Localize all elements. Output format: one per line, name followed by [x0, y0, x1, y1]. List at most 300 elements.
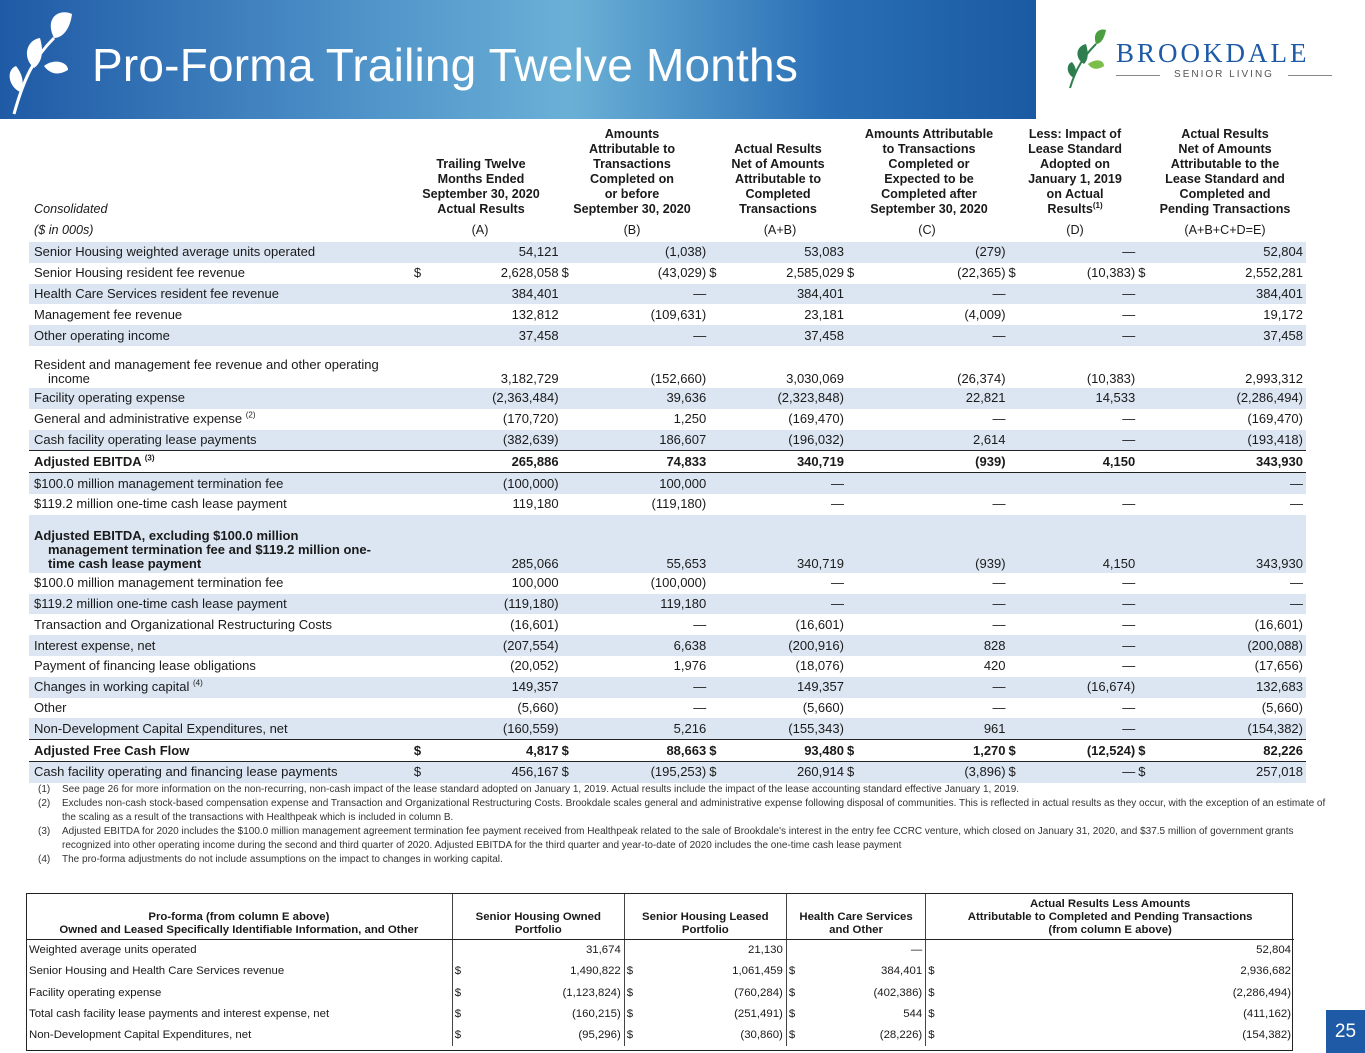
segment-header-hcs — [786, 893, 925, 939]
currency-sign — [847, 388, 867, 409]
currency-sign — [709, 718, 729, 739]
cell-value: 5,216 — [582, 718, 710, 739]
cell-value: (18,076) — [795, 658, 844, 674]
cell-value: 149,357 — [729, 677, 847, 698]
cell-value: — — [1122, 658, 1136, 674]
currency-sign — [414, 304, 434, 325]
currency-sign — [1138, 718, 1158, 739]
footnote — [38, 783, 1338, 797]
header-line: Trailing Twelve — [436, 157, 526, 171]
cell-value: — — [992, 699, 1006, 715]
currency-sign — [562, 635, 582, 656]
cell-value: 2,936,682 — [1240, 965, 1291, 978]
pro-forma-table — [29, 242, 1306, 783]
table-row — [29, 494, 1306, 515]
currency-sign — [414, 451, 434, 473]
header-line: Completed after — [881, 187, 977, 201]
currency-sign — [847, 304, 867, 325]
currency-sign — [1009, 473, 1029, 494]
currency-sign — [1009, 409, 1029, 430]
currency-sign — [562, 515, 582, 573]
cell-value: (10,383) — [1086, 265, 1136, 281]
currency-sign — [1138, 614, 1158, 635]
header-line: Actual Results — [1181, 127, 1269, 141]
currency-sign — [1009, 304, 1029, 325]
row-label — [29, 635, 414, 656]
cell-value: — — [693, 699, 707, 715]
footnote-ref: (1) — [1092, 200, 1103, 210]
table-row — [29, 740, 1306, 762]
cell-value: (939) — [867, 451, 1009, 473]
header-line: Lease Standard and — [1165, 172, 1285, 186]
segment-header-total — [926, 893, 1294, 939]
cell-value: 39,636 — [582, 388, 710, 409]
cell-value: (43,029) — [657, 265, 707, 281]
currency-sign — [562, 388, 582, 409]
currency-sign — [847, 451, 867, 473]
cell-value: (2,286,494) — [1232, 986, 1291, 999]
cell-value: (5,660) — [1261, 699, 1303, 715]
footnote-text: See page 26 for more information on the non-recurring, non-cash impact of the lease standard adopted on January 1, 2019. Actual results include the impact of the lease accounting standard effective January 1, 2019. — [62, 784, 1020, 795]
letter-b: (B) — [623, 223, 641, 237]
leaf-sprig-icon — [4, 8, 74, 116]
currency-sign — [562, 594, 582, 615]
header-line: Attributable to Completed and Pending Transactions — [967, 910, 1253, 923]
cell-value: (939) — [867, 515, 1009, 573]
currency-sign — [847, 614, 867, 635]
col-header-ab — [710, 142, 846, 217]
cell-value: 3,030,069 — [786, 370, 844, 386]
cell-value: 3,182,729 — [500, 370, 559, 386]
cell-value: 2,552,281 — [1245, 265, 1303, 281]
currency-sign — [1009, 242, 1029, 263]
currency-sign — [1009, 494, 1029, 515]
currency-sign — [562, 494, 582, 515]
row-label — [29, 614, 414, 635]
header-line: Health Care Services — [799, 910, 913, 923]
currency-sign: $ — [928, 986, 935, 999]
cell-value: — — [582, 284, 710, 305]
cell-value: 4,150 — [1028, 451, 1138, 473]
currency-sign — [709, 635, 729, 656]
currency-sign — [562, 677, 582, 698]
currency-sign — [847, 284, 867, 305]
header-line: September 30, 2020 — [870, 202, 988, 216]
cell-value: — — [1122, 496, 1136, 512]
header-line: Net of Amounts — [731, 157, 825, 171]
currency-sign: $ — [1138, 761, 1158, 782]
cell-value: 2,993,312 — [1245, 370, 1303, 386]
cell-value: — — [867, 284, 1009, 305]
cell-value: (760,284) — [641, 982, 787, 1003]
cell-value: 340,719 — [729, 451, 847, 473]
currency-sign — [847, 573, 867, 594]
currency-sign — [709, 515, 729, 573]
cell-value: — — [992, 411, 1006, 427]
currency-sign — [414, 430, 434, 451]
currency-sign — [1138, 677, 1158, 698]
row-label-text: Cash facility operating and financing lease payments — [34, 764, 338, 780]
row-label — [29, 346, 414, 388]
cell-value: (30,860) — [641, 1025, 787, 1046]
currency-sign: $ — [1009, 740, 1029, 762]
row-label-text: Senior Housing weighted average units operated — [34, 244, 316, 260]
currency-sign — [414, 656, 434, 677]
cell-value: 420 — [983, 658, 1006, 674]
footnote — [38, 797, 1338, 825]
cell-value — [867, 473, 1009, 494]
currency-sign — [709, 656, 729, 677]
currency-sign — [1138, 304, 1158, 325]
currency-sign — [847, 677, 867, 698]
cell-value: 265,886 — [434, 451, 562, 473]
currency-sign — [562, 473, 582, 494]
table-row — [26, 1003, 1294, 1024]
cell-value: (100,000) — [434, 473, 562, 494]
column-headers — [0, 127, 1365, 219]
header-line: Attributable to the — [1170, 157, 1280, 171]
row-label — [29, 242, 414, 263]
currency-sign — [1138, 494, 1158, 515]
cell-value: (169,470) — [788, 411, 844, 427]
cell-value: — — [992, 575, 1006, 591]
cell-value: 2,628,058 — [500, 265, 559, 281]
currency-sign — [414, 614, 434, 635]
table-row — [29, 284, 1306, 305]
footnote-number: (4) — [38, 854, 51, 865]
currency-sign — [414, 594, 434, 615]
cell-value: — — [1028, 594, 1138, 615]
currency-sign: $ — [454, 986, 462, 999]
row-label — [29, 325, 414, 346]
header-line: Owned and Leased Specifically Identifiable Information, and Other — [59, 923, 419, 936]
currency-sign: $ — [626, 965, 634, 978]
cell-value: (16,601) — [795, 616, 844, 632]
row-label-text: Health Care Services resident fee revenue — [34, 285, 279, 301]
cell-value: 74,833 — [582, 451, 710, 473]
footnote — [38, 825, 1338, 853]
currency-sign — [1138, 573, 1158, 594]
header-line: Senior Housing Owned — [475, 910, 601, 923]
cell-value: 285,066 — [434, 515, 562, 573]
header-line: Portfolio — [514, 923, 562, 936]
row-label-text: time cash lease payment — [48, 555, 202, 571]
currency-sign — [847, 242, 867, 263]
cell-value: — — [830, 496, 844, 512]
header-line: Amounts — [604, 127, 660, 141]
cell-value: (411,162) — [1243, 1008, 1291, 1021]
table-row — [26, 961, 1294, 982]
table-row — [29, 304, 1306, 325]
cell-value: 1,976 — [673, 658, 707, 674]
cell-value: (109,631) — [650, 306, 707, 322]
currency-sign: $ — [626, 1029, 634, 1042]
header-line: Results — [1047, 202, 1093, 216]
currency-sign — [562, 242, 582, 263]
cell-value: 456,167 — [434, 761, 562, 782]
row-label — [29, 409, 414, 430]
cell-value: — — [992, 496, 1006, 512]
cell-value: 384,401 — [729, 284, 847, 305]
currency-sign: $ — [847, 740, 867, 762]
cell-value: 23,181 — [804, 306, 844, 322]
cell-value: (20,052) — [510, 658, 559, 674]
table-row — [29, 451, 1306, 473]
header-line: January 1, 2019 — [1028, 172, 1122, 186]
page-number: 25 — [1326, 1010, 1365, 1053]
currency-sign: $ — [626, 1008, 634, 1021]
currency-sign — [709, 451, 729, 473]
row-label-text: Adjusted EBITDA, excluding $100.0 million — [34, 527, 299, 543]
cell-value: (207,554) — [434, 635, 562, 656]
segment-header-leased — [624, 893, 786, 939]
cell-value: (154,382) — [1158, 718, 1306, 739]
currency-sign: $ — [1138, 740, 1158, 762]
col-header-e — [1146, 127, 1304, 217]
currency-sign — [1138, 473, 1158, 494]
table-row — [26, 982, 1294, 1003]
currency-sign — [1138, 430, 1158, 451]
currency-sign: $ — [788, 965, 796, 978]
cell-value: — — [1028, 325, 1138, 346]
cell-value: — — [867, 594, 1009, 615]
cell-value: 1,270 — [867, 740, 1009, 762]
cell-value: 119,180 — [582, 594, 710, 615]
row-label-text: Cash facility operating lease payments — [34, 431, 257, 447]
footnote-ref: (2) — [245, 410, 256, 420]
leaf-sprig-icon — [1062, 28, 1106, 90]
cell-value: 37,458 — [434, 325, 562, 346]
cell-value: 1,250 — [673, 411, 707, 427]
cell-value: (193,418) — [1158, 430, 1306, 451]
footnote-number: (3) — [38, 826, 51, 837]
letter-d: (D) — [1066, 223, 1084, 237]
header-line: Transactions — [739, 202, 817, 216]
currency-sign — [709, 494, 729, 515]
currency-sign — [562, 284, 582, 305]
header-line: or before — [604, 187, 660, 201]
currency-sign — [847, 473, 867, 494]
header-line: Actual Results Less Amounts — [1029, 897, 1191, 910]
currency-sign — [562, 430, 582, 451]
currency-sign — [709, 346, 729, 388]
currency-sign: $ — [1008, 265, 1016, 281]
cell-value: — — [729, 594, 847, 615]
header-line: Portfolio — [681, 923, 729, 936]
cell-value: 1,061,459 — [641, 961, 787, 982]
table-row — [29, 515, 1306, 573]
currency-sign: $ — [562, 761, 582, 782]
currency-sign — [847, 718, 867, 739]
currency-sign — [1138, 346, 1158, 388]
currency-sign — [847, 346, 867, 388]
table-row — [29, 388, 1306, 409]
cell-value: 52,804 — [1158, 242, 1306, 263]
header-line: Net of Amounts — [1178, 142, 1272, 156]
header-line: September 30, 2020 — [422, 187, 540, 201]
currency-sign: $ — [562, 740, 582, 762]
currency-sign — [452, 939, 468, 961]
cell-value: 828 — [867, 635, 1009, 656]
header-line: on Actual — [1046, 187, 1104, 201]
currency-sign — [1009, 515, 1029, 573]
cell-value: — — [1028, 430, 1138, 451]
currency-sign — [709, 304, 729, 325]
currency-sign: $ — [454, 1008, 462, 1021]
row-label-text: Transaction and Organizational Restructuring Costs — [34, 616, 332, 632]
cell-value: 132,812 — [511, 306, 559, 322]
row-label — [29, 718, 414, 739]
header-line: Completed on — [590, 172, 674, 186]
cell-value: 93,480 — [729, 740, 847, 762]
row-label — [29, 761, 414, 782]
currency-sign: $ — [414, 740, 434, 762]
currency-sign — [847, 430, 867, 451]
cell-value: — — [1028, 635, 1138, 656]
cell-value: — — [582, 677, 710, 698]
cell-value: (402,386) — [803, 982, 926, 1003]
cell-value: 31,674 — [469, 939, 625, 961]
cell-value: — — [729, 473, 847, 494]
cell-value: (169,470) — [1247, 411, 1303, 427]
footnote-number: (2) — [38, 798, 51, 809]
cell-value: 37,458 — [1158, 325, 1306, 346]
cell-value: (16,601) — [1254, 616, 1303, 632]
currency-sign — [1009, 635, 1029, 656]
currency-sign — [1009, 430, 1029, 451]
currency-sign — [1009, 718, 1029, 739]
table-row — [29, 635, 1306, 656]
currency-sign — [562, 573, 582, 594]
currency-sign — [562, 698, 582, 719]
cell-value: 343,930 — [1158, 451, 1306, 473]
cell-value: — — [992, 616, 1006, 632]
cell-value: (28,226) — [803, 1025, 926, 1046]
cell-value: (152,660) — [650, 370, 707, 386]
cell-value: 4,817 — [434, 740, 562, 762]
currency-sign — [709, 573, 729, 594]
currency-sign — [1138, 284, 1158, 305]
currency-sign — [847, 635, 867, 656]
table-row — [29, 430, 1306, 451]
header-line: Senior Housing Leased — [642, 910, 769, 923]
cell-value: (200,088) — [1158, 635, 1306, 656]
currency-sign — [847, 409, 867, 430]
row-label-text: $119.2 million one-time cash lease payment — [34, 496, 287, 512]
cell-value: 100,000 — [511, 575, 559, 591]
currency-sign — [709, 473, 729, 494]
cell-value: (3,896) — [867, 761, 1009, 782]
cell-value: (12,524) — [1028, 740, 1138, 762]
consolidated-label: Consolidated — [34, 202, 108, 216]
currency-sign — [1138, 325, 1158, 346]
header-line: Adopted on — [1040, 157, 1110, 171]
currency-sign: $ — [709, 761, 729, 782]
cell-value: (160,215) — [469, 1003, 625, 1024]
currency-sign — [414, 284, 434, 305]
cell-value: 14,533 — [1028, 388, 1138, 409]
logo-wordmark: BROOKDALE — [1116, 38, 1310, 68]
table-row — [29, 325, 1306, 346]
row-label-text: Payment of financing lease obligations — [34, 658, 256, 674]
table-row — [29, 594, 1306, 615]
currency-sign — [709, 614, 729, 635]
currency-sign — [414, 494, 434, 515]
currency-sign — [786, 939, 802, 961]
cell-value: 54,121 — [434, 242, 562, 263]
cell-value: (195,253) — [582, 761, 710, 782]
cell-value: (22,365) — [957, 265, 1006, 281]
table-row — [26, 939, 1294, 961]
cell-value: 6,638 — [582, 635, 710, 656]
cell-value: 384,401 — [1158, 284, 1306, 305]
currency-sign — [847, 698, 867, 719]
row-label-text: income — [48, 370, 90, 386]
footnote-text: The pro-forma adjustments do not include assumptions on the impact to changes in working capital. — [62, 854, 503, 865]
row-label — [29, 515, 414, 573]
currency-sign: $ — [709, 265, 717, 281]
header-line: Completed — [745, 187, 811, 201]
header-line: Lease Standard — [1028, 142, 1122, 156]
footnote-text: Adjusted EBITDA for 2020 includes the $100.0 million management agreement termination fee payment received from Healthpeak related to the sale of Brookdale's interest in the entry fee CCRC venture, which closed on January 31, 2020, and $37.5 million of government grants recognized into other operating income during the second and third quarter of 2020. Adjusted EBITDA for the third quarter and year-to-date of 2020 includes the one-time cash lease payment — [62, 826, 1294, 851]
row-label: Non-Development Capital Expenditures, net — [26, 1025, 452, 1046]
col-header-c — [848, 127, 1010, 217]
row-label — [29, 656, 414, 677]
cell-value: — — [1028, 242, 1138, 263]
currency-sign — [414, 573, 434, 594]
currency-sign — [709, 409, 729, 430]
currency-sign: $ — [788, 1029, 796, 1042]
currency-sign: $ — [847, 761, 867, 782]
currency-sign — [414, 635, 434, 656]
row-label: Senior Housing and Health Care Services revenue — [26, 961, 452, 982]
currency-sign — [414, 718, 434, 739]
header-line: Actual Results — [734, 142, 822, 156]
cell-value: 257,018 — [1158, 761, 1306, 782]
currency-sign — [1138, 451, 1158, 473]
cell-value: (382,639) — [434, 430, 562, 451]
currency-sign — [1009, 325, 1029, 346]
title-banner — [0, 0, 1036, 119]
footnote-text: Excludes non-cash stock-based compensation expense and Transaction and Organizational Restructuring Costs. Brookdale scales general and administrative expense following disposal of communities. This is reflected in actual results as they occur, with the exception of an estimate of the scaling as a result of the transactions with Healthpeak which is included in column B. — [62, 798, 1326, 823]
table-row — [29, 614, 1306, 635]
row-label — [29, 430, 414, 451]
cell-value: — — [1122, 411, 1136, 427]
cell-value: (119,180) — [651, 496, 707, 512]
row-label — [29, 573, 414, 594]
table-row — [29, 677, 1306, 698]
table-row — [29, 473, 1306, 494]
column-letters — [0, 222, 1365, 240]
cell-value: (196,032) — [729, 430, 847, 451]
cell-value: — — [867, 325, 1009, 346]
header-line: to Transactions — [882, 142, 976, 156]
footnote-ref: (4) — [193, 678, 203, 688]
currency-sign — [709, 677, 729, 698]
row-label — [29, 473, 414, 494]
cell-value: 100,000 — [582, 473, 710, 494]
currency-sign: $ — [788, 986, 796, 999]
row-label — [29, 263, 414, 284]
header-line: Attributable to — [588, 142, 676, 156]
footnote — [38, 853, 1338, 867]
currency-sign — [414, 325, 434, 346]
cell-value: (95,296) — [469, 1025, 625, 1046]
cell-value: (2,323,848) — [729, 388, 847, 409]
currency-sign — [1009, 594, 1029, 615]
currency-sign — [1009, 346, 1029, 388]
segment-header-owned — [452, 893, 624, 939]
